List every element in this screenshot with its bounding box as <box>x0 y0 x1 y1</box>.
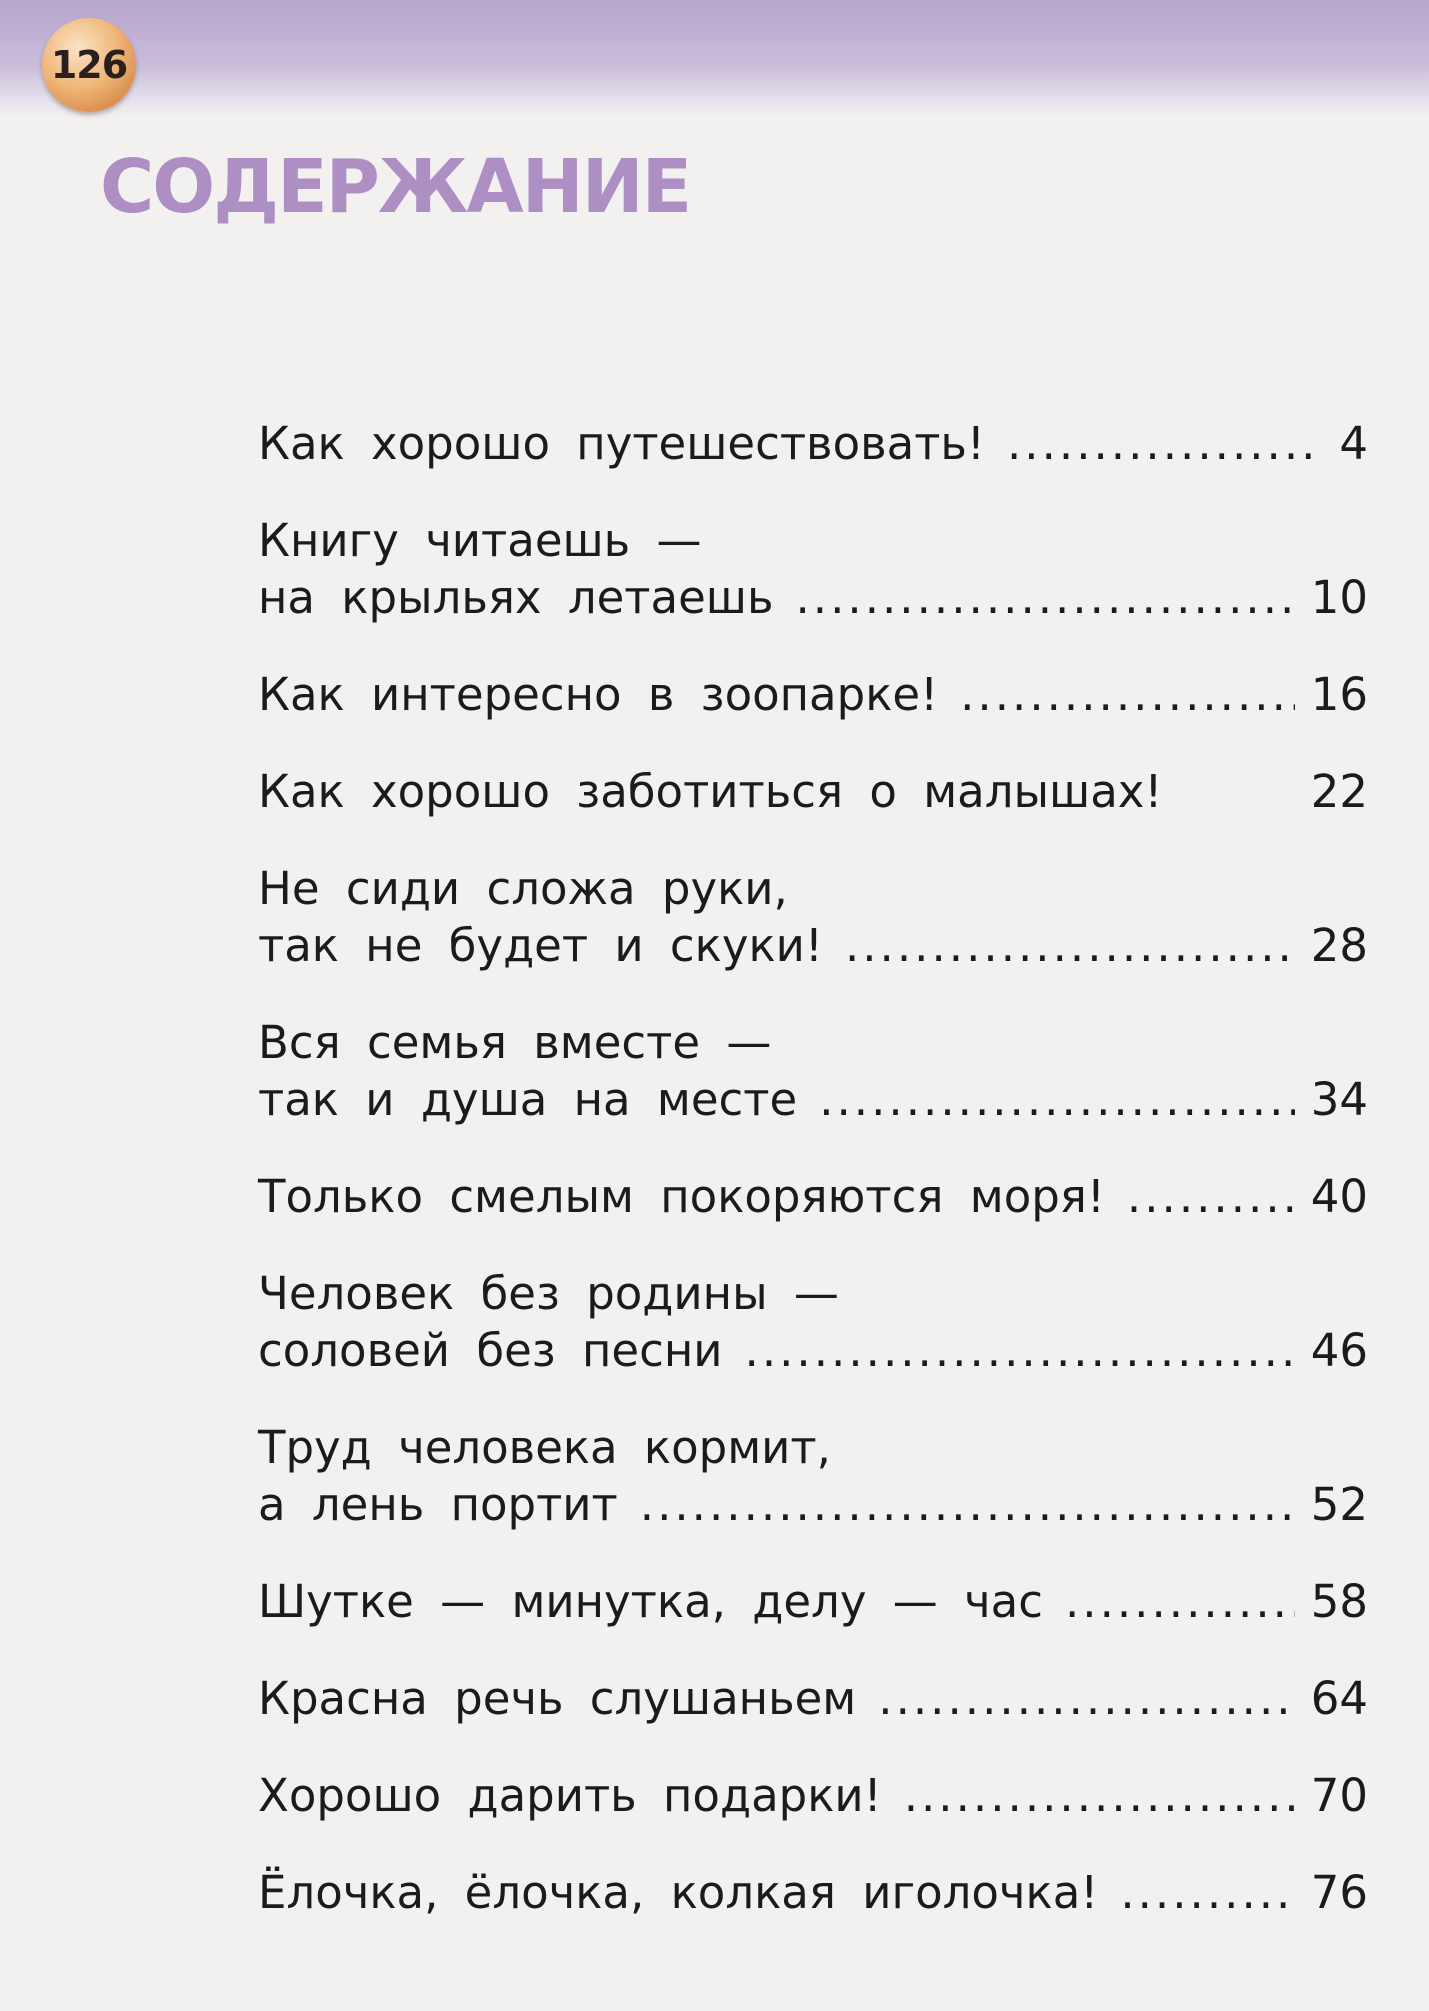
toc-entry-10 <box>258 1573 1368 1630</box>
toc-entry-7 <box>258 1168 1368 1225</box>
page-title: СОДЕРЖАНИЕ <box>100 144 691 230</box>
leader-dots <box>640 1476 1295 1533</box>
toc-entry-6 <box>258 1014 1368 1128</box>
toc-entry-page: 16 <box>1310 668 1368 721</box>
page-number: 126 <box>50 43 128 87</box>
leader-dots <box>960 666 1295 723</box>
toc-entry-12 <box>258 1767 1368 1824</box>
toc-entry-line: так не будет и скуки! <box>258 919 823 972</box>
toc-entry-4 <box>258 763 1368 820</box>
toc-entry-line: соловей без песни <box>258 1324 723 1377</box>
page-number-badge <box>42 18 136 112</box>
leader-dots <box>745 1322 1295 1379</box>
toc-entry-page: 64 <box>1310 1672 1368 1725</box>
toc-entry-line: на крыльях летаешь <box>258 571 774 624</box>
toc-entry-3 <box>258 666 1368 723</box>
toc-entry-9 <box>258 1419 1368 1533</box>
toc-entry-page: 22 <box>1310 765 1368 818</box>
toc-entry-5 <box>258 860 1368 974</box>
toc-entry-page: 52 <box>1310 1478 1368 1531</box>
toc-entry-line: Хорошо дарить подарки! <box>258 1769 882 1822</box>
leader-dots <box>819 1071 1295 1128</box>
toc-entry-page: 4 <box>1339 417 1368 470</box>
leader-dots <box>845 917 1295 974</box>
toc-entry-line: а лень портит <box>258 1478 618 1531</box>
toc-entry-line: Книгу читаешь — <box>258 514 702 567</box>
toc-entry-line: Только смелым покоряются моря! <box>258 1170 1105 1223</box>
toc-entry-line: Красна речь слушаньем <box>258 1672 857 1725</box>
toc-entry-page: 28 <box>1310 919 1368 972</box>
toc-entry-page: 40 <box>1310 1170 1368 1223</box>
toc-entry-page: 70 <box>1310 1769 1368 1822</box>
leader-dots <box>878 1670 1294 1727</box>
toc-entry-2 <box>258 512 1368 626</box>
toc-entry-page: 34 <box>1310 1073 1368 1126</box>
toc-entry-page: 76 <box>1310 1866 1368 1919</box>
table-of-contents <box>258 415 1368 1921</box>
toc-entry-line: Как хорошо путешествовать! <box>258 417 985 470</box>
toc-entry-line: Ёлочка, ёлочка, колкая иголочка! <box>258 1866 1099 1919</box>
toc-entry-line: Как хорошо заботиться о малышах! <box>258 765 1163 818</box>
toc-entry-line: Не сиди сложа руки, <box>258 862 788 915</box>
leader-dots <box>1065 1573 1295 1630</box>
toc-entry-11 <box>258 1670 1368 1727</box>
toc-entry-1 <box>258 415 1368 472</box>
toc-entry-line: Человек без родины — <box>258 1267 839 1320</box>
toc-entry-line: Шутке — минутка, делу — час <box>258 1575 1043 1628</box>
header-band <box>0 0 1429 118</box>
toc-entry-line: Труд человека кормит, <box>258 1421 831 1474</box>
leader-dots <box>795 569 1294 626</box>
toc-entry-line: так и душа на месте <box>258 1073 798 1126</box>
toc-entry-page: 10 <box>1310 571 1368 624</box>
toc-entry-line: Как интересно в зоопарке! <box>258 668 939 721</box>
toc-entry-page: 46 <box>1310 1324 1368 1377</box>
toc-entry-13 <box>258 1864 1368 1921</box>
leader-dots <box>1007 415 1312 472</box>
leader-dots <box>904 1767 1295 1824</box>
leader-dots <box>1120 1864 1294 1921</box>
toc-entry-line: Вся семья вместе — <box>258 1016 772 1069</box>
toc-entry-page: 58 <box>1310 1575 1368 1628</box>
leader-dots <box>1127 1168 1295 1225</box>
toc-entry-8 <box>258 1265 1368 1379</box>
